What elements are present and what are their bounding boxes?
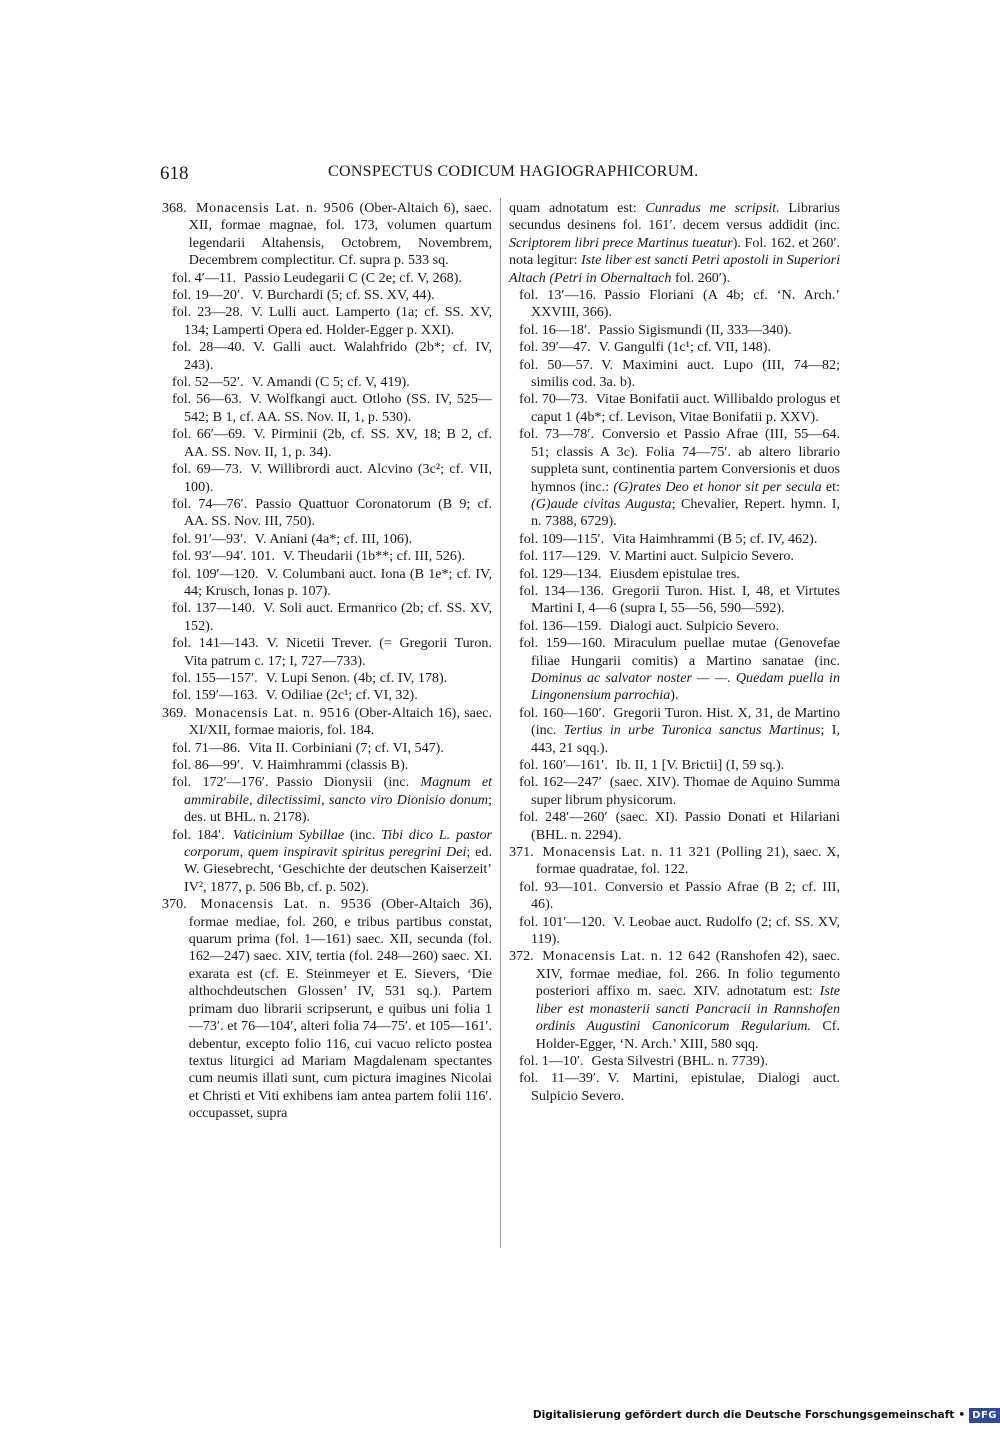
folio-line xyxy=(162,270,492,287)
folio-line xyxy=(162,740,492,757)
folio-line xyxy=(162,635,492,670)
column-divider xyxy=(500,198,501,1248)
entry-369 xyxy=(162,705,492,740)
folio-line xyxy=(509,287,840,322)
folio-range: fol. 155—157′. xyxy=(172,669,258,686)
folio-line xyxy=(509,1070,840,1105)
folio-line xyxy=(509,531,840,548)
folio-content: V. Nicetii Trever. (= Gregorii Turon. Vita patrum c. 17; I, 727—733). xyxy=(184,635,492,669)
folio-content: V. Burchardi (5; cf. SS. XV, 44). xyxy=(251,287,435,304)
ownership-note: Iste liber est sancti Petri apostoli in Superiori Altach (Petri in Obernaltach xyxy=(509,252,840,286)
folio-content: V. Amandi (C 5; cf. V, 419). xyxy=(251,374,410,391)
folio-range: fol. 28—40. xyxy=(172,339,246,356)
entry-371 xyxy=(509,844,840,879)
folio-range: fol. 248′—260′ xyxy=(519,809,608,826)
folio-line xyxy=(509,809,840,844)
folio-content: Dialogi auct. Sulpicio Severo. xyxy=(609,617,780,634)
folio-range: fol. 70—73. xyxy=(519,391,588,408)
folio-content: Gesta Silvestri (BHL. n. 7739). xyxy=(591,1052,769,1069)
right-column xyxy=(509,200,840,1105)
folio-content: Gregorii Turon. Hist. X, 31, de Martino (inc. xyxy=(531,704,840,739)
incipit-text: (G)aude civitas Augusta xyxy=(531,495,672,512)
folio-range: fol. 91′—93′. xyxy=(172,530,247,547)
codex-reference: Cf. Holder-Egger, ‘N. Arch.’ XIII, 580 sqq. xyxy=(535,1018,840,1052)
left-column xyxy=(162,200,492,1123)
folio-line xyxy=(162,531,492,548)
folio-line xyxy=(162,566,492,601)
folio-content: Passio Floriani (A 4b; cf. ‘N. Arch.’ XXVIII, 366). xyxy=(531,287,840,321)
entry-370-continuation xyxy=(509,200,840,287)
folio-line xyxy=(509,757,840,774)
folio-line xyxy=(162,426,492,461)
codex-signature: Monacensis Lat. n. 12 642 xyxy=(542,948,712,965)
folio-content: V. Martini, epistulae, Dialogi auct. Sulpicio Severo. xyxy=(531,1070,840,1104)
folio-line xyxy=(509,339,840,356)
codex-description: (Ober-Altaich 36), formae mediae, fol. 260, e tribus partibus constat, quarum prima (fol. 1—161) saec. XII, secunda (fol. 162—247) saec. XIV, tertia (fol. 248—260) saec. XI. exarata est (cf. E. Steinmeyer et E. Sievers, ‘Die althochdeutschen Glossen’ IV, 531 sq.). Partem primam duo librarii scripserunt, e quibus uni folia 1—73′. et 76—104′, alteri folia 74—75′. et 105—161′. debentur, excepto folio 116, cui vacuo relicto postea textus liturgici ad Mariam Magdalenam spectantes cum neumis illati sunt, cum pictura imagines Nicolai et Christi et Viti exhibens iam antea partem folii 116′. occupasset, supra xyxy=(188,896,492,1122)
folio-line xyxy=(162,670,492,687)
folio-range: fol. 52—52′. xyxy=(172,374,244,391)
folio-range: fol. 66′—69. xyxy=(172,426,246,443)
incipit-text: Scriptorem libri prece Martinus tueatur xyxy=(509,234,733,251)
entry-number: 368. xyxy=(162,200,187,216)
incipit-text: Dominus ac salvator noster — —. Quedam puella in Lingonensium parrochia xyxy=(531,669,840,704)
folio-range: fol. 162—247′ xyxy=(519,774,602,791)
folio-line xyxy=(509,566,840,583)
folio-line xyxy=(509,391,840,426)
folio-content: Gregorii Turon. Hist. I, 48, et Virtutes Martini I, 4—6 (supra I, 55—56, 590—592). xyxy=(531,582,840,617)
folio-content: V. Wolfkangi auct. Otloho (SS. IV, 525—542; B 1, cf. AA. SS. Nov. II, 1, p. 530). xyxy=(184,391,492,425)
entry-370 xyxy=(162,896,492,1122)
folio-line xyxy=(162,600,492,635)
folio-line xyxy=(162,774,492,826)
incipit-text: (G)rates Deo et honor sit per secula xyxy=(613,478,822,495)
folio-content: Conversio et Passio Afrae (B 2; cf. III, 46). xyxy=(531,878,840,913)
folio-content: Vitae Bonifatii auct. Willibaldo prologus et caput 1 (4b*; cf. Levison, Vitae Bonifatii p. XXV). xyxy=(531,391,840,425)
folio-content: ; I, 443, 21 sqq.). xyxy=(531,722,841,756)
folio-line xyxy=(509,618,840,635)
folio-content: V. Aniani (4a*; cf. III, 106). xyxy=(254,530,413,547)
incipit-text: Tertius in urbe Turonica sanctus Martinus xyxy=(563,722,821,739)
folio-range: fol. 137—140. xyxy=(172,600,256,617)
folio-range: fol. 160—160′. xyxy=(519,704,606,721)
scribe-note: Cunradus me scripsit. xyxy=(645,200,780,216)
folio-content: Vita II. Corbiniani (7; cf. VI, 547). xyxy=(248,739,444,756)
folio-range: fol. 73—78′. xyxy=(519,426,594,443)
separator-dot: • xyxy=(958,1409,966,1421)
entry-number: 369. xyxy=(162,704,187,721)
folio-content: Vita Haimhrammi (B 5; cf. IV, 462). xyxy=(612,530,818,547)
folio-range: fol. 11—39′. xyxy=(519,1070,600,1087)
folio-range: fol. 4′—11. xyxy=(172,269,237,286)
folio-range: fol. 129—134. xyxy=(519,565,602,582)
folio-content: Conversio et Passio Afrae (III, 55—64. 51; classis A 3c). Folia 74—75′. ab altero librario suppleta sunt, continentia partem Conversionis et duos hymnos (inc.: xyxy=(531,426,840,495)
folio-range: fol. 23—28. xyxy=(172,304,244,321)
codex-description: (Polling 21), saec. X, formae quadratae, fol. 122. xyxy=(535,844,841,878)
folio-range: fol. 172′—176′. xyxy=(172,774,269,791)
folio-content: ; des. ut BHL. n. 2178). xyxy=(184,791,492,826)
folio-range: fol. 16—18′. xyxy=(519,321,591,338)
folio-content: Ib. II, 1 [V. Brictii] (I, 59 sq.). xyxy=(615,757,785,773)
folio-content: V. Theudarii (1b**; cf. III, 526). xyxy=(282,548,466,565)
folio-content: V. Maximini auct. Lupo (III, 74—82; similis cod. 3a. b). xyxy=(531,356,840,391)
folio-range: fol. 109—115′. xyxy=(519,530,605,547)
folio-content: V. Leobae auct. Rudolfo (2; cf. SS. XV, 119). xyxy=(531,913,840,948)
folio-content: (inc. xyxy=(349,826,376,843)
folio-content: V. Soli auct. Ermanrico (2b; cf. SS. XV, 152). xyxy=(184,600,492,634)
folio-content: V. Lulli auct. Lamperto (1a; cf. SS. XV, 134; Lamperti Opera ed. Holder-Egger p. XXI). xyxy=(184,304,492,338)
codex-signature: Monacensis Lat. n. 9506 xyxy=(196,200,355,216)
entry-number: 372. xyxy=(509,948,534,965)
folio-content: Passio Leudegarii C (C 2e; cf. V, 268). xyxy=(244,269,462,286)
folio-line xyxy=(162,374,492,391)
folio-line xyxy=(509,635,840,705)
folio-range: fol. 93—101. xyxy=(519,878,598,895)
folio-content: V. Columbani auct. Iona (B 1e*; cf. IV, 44; Krusch, Ionas p. 107). xyxy=(184,565,493,599)
folio-line xyxy=(509,548,840,565)
folio-line xyxy=(509,914,840,949)
folio-content: ; ed. W. Giesebrecht, ‘Geschichte der deutschen Kaiserzeit’ IV², 1877, p. 506 Bb, cf. p. 502). xyxy=(184,844,492,895)
folio-content: V. Haimhrammi (classis B). xyxy=(251,757,409,773)
folio-range: fol. 141—143. xyxy=(172,635,259,652)
codex-description: (Ranshofen 42), saec. XIV, formae mediae, fol. 266. In folio tegumento posteriori affixo m. saec. XIV. adnotatum est: xyxy=(535,948,840,1000)
work-title: Vaticinium Sybillae xyxy=(232,826,345,843)
folio-line xyxy=(162,496,492,531)
folio-range: fol. 74—76′. xyxy=(172,495,248,512)
folio-range: fol. 184′. xyxy=(172,826,225,843)
folio-line xyxy=(509,426,840,530)
folio-range: fol. 69—73. xyxy=(172,461,243,478)
description-text: fol. 260′). xyxy=(674,269,731,286)
folio-content: et: xyxy=(825,478,841,495)
incipit-text: Tibi dico L. pastor corporum, quem inspiravit spiritus peregrini Dei xyxy=(184,826,492,861)
description-text: ). Fol. 162. et 260′. nota legitur: xyxy=(509,234,840,269)
page-number: 618 xyxy=(160,163,189,184)
folio-line xyxy=(162,391,492,426)
entry-number: 370. xyxy=(162,896,187,913)
folio-content: Passio Quattuor Coronatorum (B 9; cf. AA. SS. Nov. III, 750). xyxy=(184,495,492,530)
folio-line xyxy=(509,705,840,757)
folio-content: Passio Dionysii (inc. xyxy=(276,774,410,791)
folio-line xyxy=(509,583,840,618)
folio-range: fol. 160′—161′. xyxy=(519,757,608,773)
folio-line xyxy=(509,774,840,809)
folio-line xyxy=(162,461,492,496)
folio-line xyxy=(509,357,840,392)
page-header xyxy=(0,163,1000,187)
folio-content: (saec. XIV). Thomae de Aquino Summa super librum physicorum. xyxy=(531,774,840,808)
dfg-logo-icon: DFG xyxy=(969,1408,1000,1423)
entry-368 xyxy=(162,200,492,270)
folio-range: fol. 117—129. xyxy=(519,548,602,565)
folio-range: fol. 71—86. xyxy=(172,739,241,756)
folio-range: fol. 159—160. xyxy=(519,635,606,652)
entry-number: 371. xyxy=(509,844,534,861)
codex-signature: Monacensis Lat. n. 9516 xyxy=(195,704,351,721)
folio-line xyxy=(162,757,492,774)
folio-content: V. Odiliae (2c¹; cf. VI, 32). xyxy=(265,687,418,704)
folio-content: V. Willibrordi auct. Alcvino (3c²; cf. VII, 100). xyxy=(184,461,492,495)
folio-range: fol. 86—99′. xyxy=(172,757,244,773)
folio-content: V. Pirminii (2b, cf. SS. XV, 18; B 2, cf. AA. SS. Nov. II, 1, p. 34). xyxy=(184,426,493,460)
folio-range: fol. 109′—120. xyxy=(172,565,259,582)
folio-range: fol. 1—10′. xyxy=(519,1052,584,1069)
running-title: CONSPECTUS CODICUM HAGIOGRAPHICORUM. xyxy=(328,163,699,180)
folio-line xyxy=(509,1053,840,1070)
description-text: quam adnotatum est: xyxy=(509,200,637,216)
codex-description: (Ober-Altaich 16), saec. XI/XII, formae maioris, fol. 184. xyxy=(188,704,492,739)
folio-content: (saec. XI). Passio Donati et Hilariani (BHL. n. 2294). xyxy=(531,809,841,843)
folio-line xyxy=(509,879,840,914)
folio-line xyxy=(162,687,492,704)
folio-range: fol. 101′—120. xyxy=(519,913,606,930)
folio-content: Miraculum puellae mutae (Genovefae filiae Hungarii comitis) a Martino sanatae (inc. xyxy=(531,635,840,669)
folio-line xyxy=(162,548,492,565)
folio-range: fol. 134—136. xyxy=(519,582,605,599)
folio-range: fol. 13′—16. xyxy=(519,287,597,304)
folio-range: fol. 39′—47. xyxy=(519,339,591,356)
folio-content: V. Gangulfi (1c¹; cf. VII, 148). xyxy=(598,339,771,356)
folio-content: ; Chevalier, Repert. hymn. I, n. 7388, 6729). xyxy=(531,495,840,530)
folio-content: ). xyxy=(670,687,679,704)
folio-range: fol. 56—63. xyxy=(172,391,242,408)
folio-line xyxy=(509,322,840,339)
ownership-note: Iste liber est monasterii sancti Pancracii in Rannshofen ordinis Augustini Canonicorum Regularium. xyxy=(535,983,840,1035)
folio-range: fol. 93′—94′. 101. xyxy=(172,548,275,565)
description-text: Librarius secundus desinens fol. 161′. decem versus addidit (inc. xyxy=(509,200,840,234)
codex-signature: Monacensis Lat. n. 11 321 xyxy=(542,844,712,861)
incipit-text: Magnum et ammirabile, dilectissimi, sancto viro Dionisio donum xyxy=(184,774,492,808)
folio-content: V. Galli auct. Walahfrido (2b*; cf. IV, 243). xyxy=(184,339,492,373)
folio-range: fol. 159′—163. xyxy=(172,687,258,704)
folio-content: Eiusdem epistulae tres. xyxy=(609,565,740,582)
codex-description: (Ober-Altaich 6), saec. XII, formae magnae, fol. 173, volumen quartum legendarii Altahensis, Octobrem, Novembrem, Decembrem complectitur. Cf. supra p. 533 sq. xyxy=(188,200,493,269)
folio-range: fol. 50—57. xyxy=(519,356,594,373)
folio-line xyxy=(162,827,492,897)
folio-range: fol. 136—159. xyxy=(519,617,602,634)
codex-signature: Monacensis Lat. n. 9536 xyxy=(200,896,372,913)
folio-line xyxy=(162,287,492,304)
folio-content: V. Martini auct. Sulpicio Severo. xyxy=(609,548,794,565)
funding-footer xyxy=(533,1406,1000,1424)
folio-content: Passio Sigismundi (II, 333—340). xyxy=(598,321,792,338)
folio-line xyxy=(162,339,492,374)
funding-note: Digitalisierung gefördert durch die Deutsche Forschungsgemeinschaft xyxy=(532,1409,955,1421)
entry-372 xyxy=(509,948,840,1052)
folio-content: V. Lupi Senon. (4b; cf. IV, 178). xyxy=(265,669,448,686)
folio-line xyxy=(162,304,492,339)
folio-range: fol. 19—20′. xyxy=(172,287,244,304)
